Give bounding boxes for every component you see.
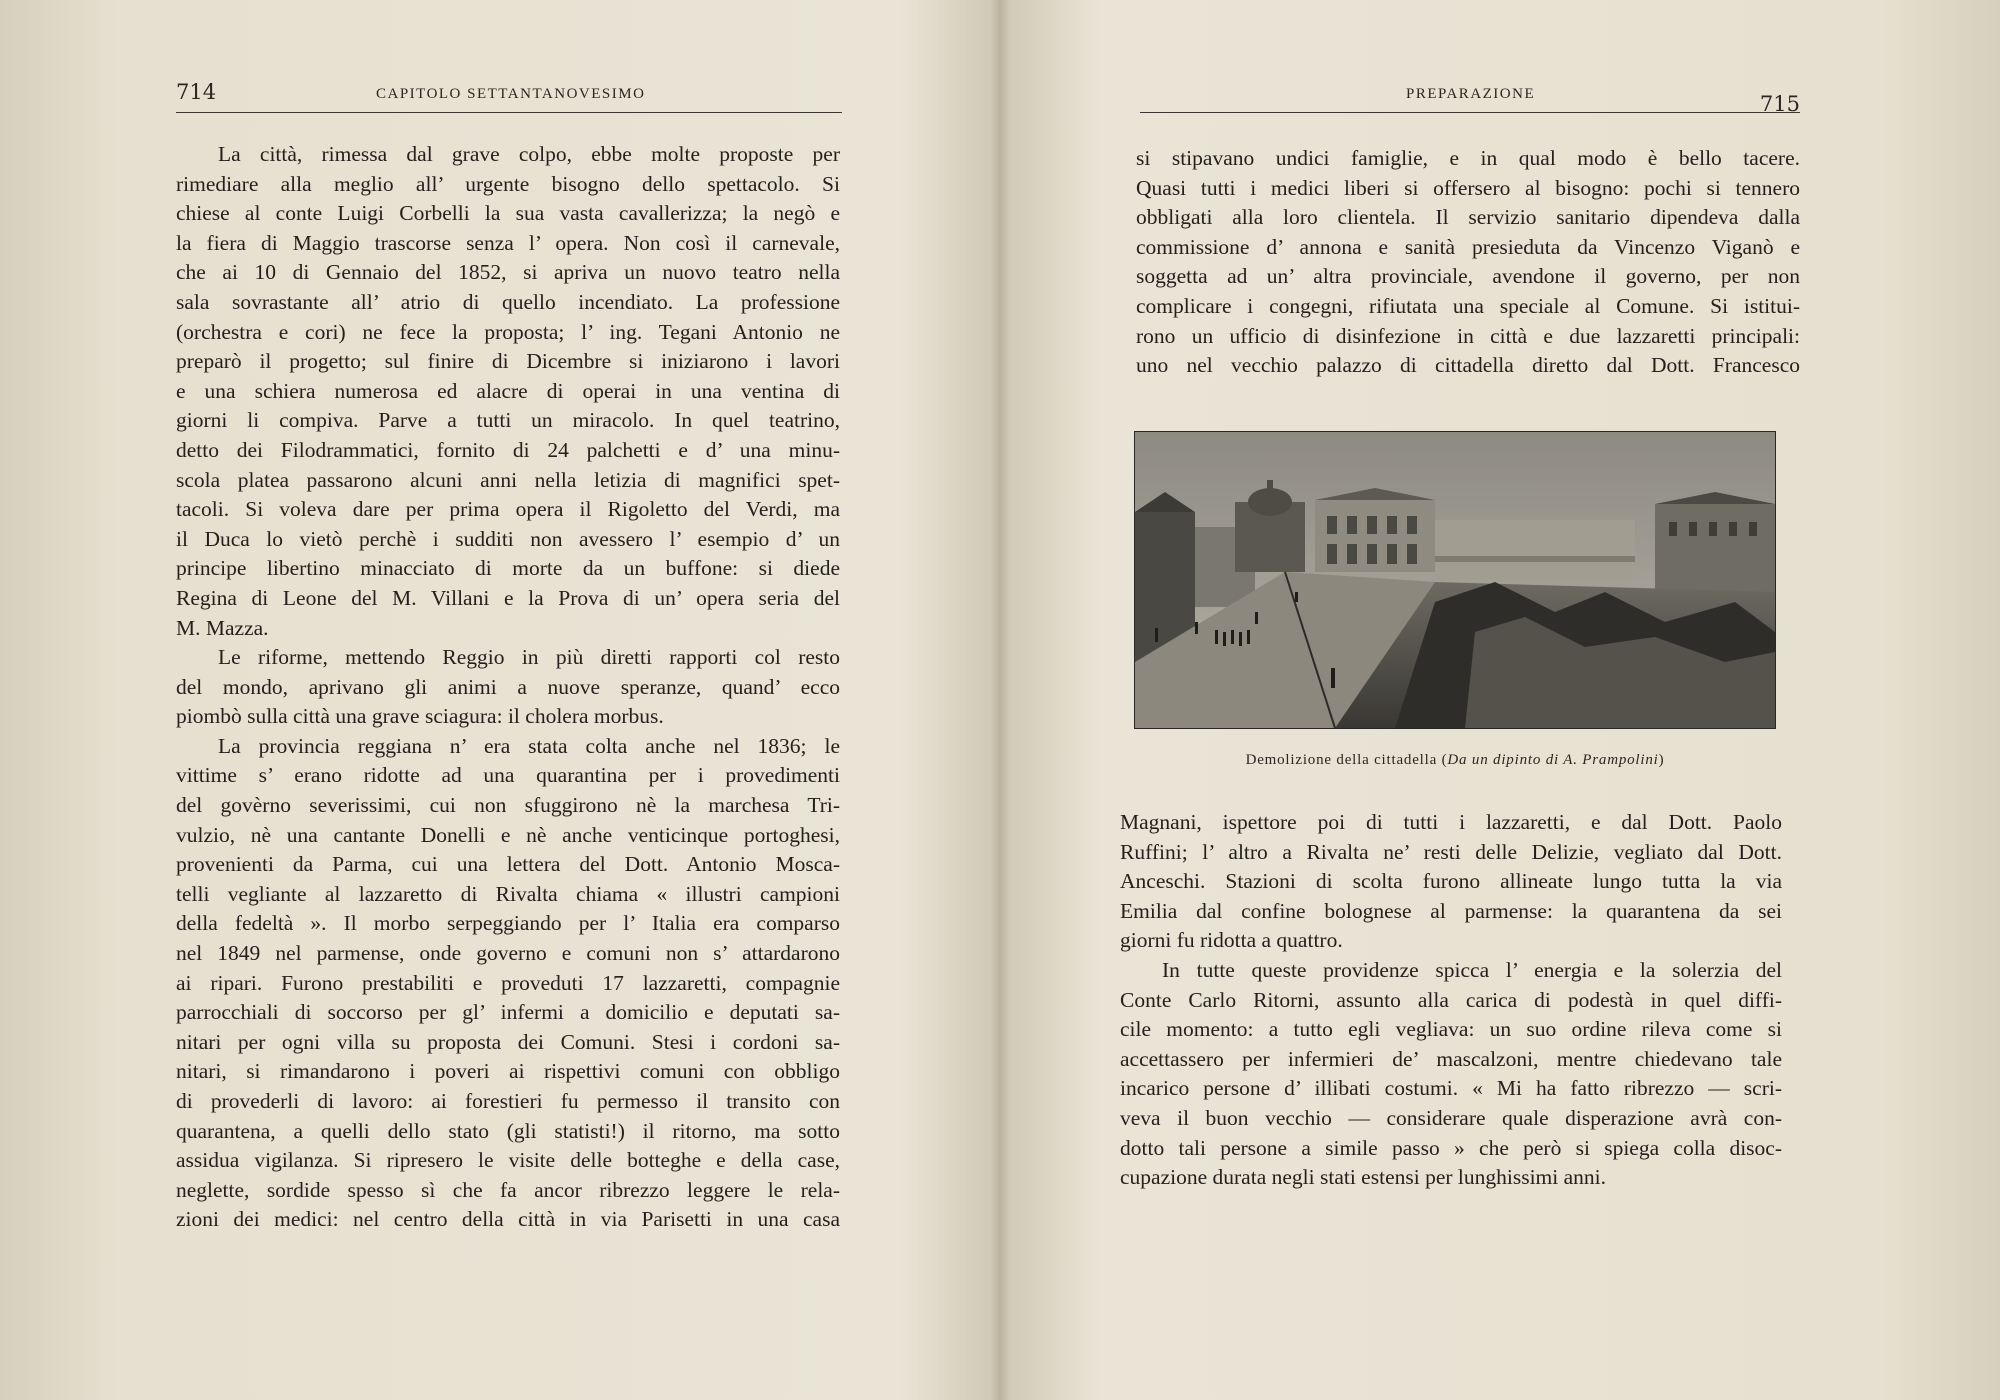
right-body-text-top — [1136, 144, 1800, 381]
caption-close: ) — [1658, 752, 1665, 768]
text-line: cile momento: a tutto egli vegliava: un suo ordine rileva come si — [1120, 1017, 1782, 1042]
text-line: In tutte queste providenze spicca l’ energia e la solerzia del — [1162, 957, 1782, 982]
text-line: obbligati alla loro clientela. Il servizio sanitario dipendeva dalla — [1136, 205, 1800, 230]
text-line: provenienti da Parma, cui una lettera del Dott. Antonio Mosca- — [176, 852, 840, 877]
section-title: PREPARAZIONE — [1406, 86, 1536, 102]
text-line: sala sovrastante all’ atrio di quello incendiato. La professione — [176, 289, 840, 314]
chapter-title: CAPITOLO SETTANTANOVESIMO — [376, 86, 646, 102]
text-line: detto dei Filodrammatici, fornito di 24 palchetti e d’ una minu- — [176, 437, 840, 462]
text-line: Conte Carlo Ritorni, assunto alla carica di podestà in quel diffi- — [1120, 987, 1782, 1012]
text-line: dotto tali persone a simile passo » che però si spiega colla disoc- — [1120, 1135, 1782, 1160]
text-line: commissione d’ annona e sanità presieduta da Vincenzo Viganò e — [1136, 234, 1800, 259]
text-line: La città, rimessa dal grave colpo, ebbe molte proposte per — [218, 142, 840, 166]
text-line: piombò sulla città una grave sciagura: il cholera morbus. — [176, 704, 664, 729]
page-number: 714 — [176, 80, 217, 104]
text-line: ai ripari. Furono prestabiliti e proveduti 17 lazzaretti, compagnie — [176, 970, 840, 995]
text-line: incarico persone d’ illibati costumi. « Mi ha fatto ribrezzo — scri- — [1120, 1076, 1782, 1101]
text-line: scola platea passarono alcuni anni nella letizia di magnifici spet- — [176, 467, 840, 492]
text-line: neglette, sordide spesso sì che fa ancor ribrezzo leggere le rela- — [176, 1177, 840, 1202]
text-line: la fiera di Maggio trascorse senza l’ opera. Non così il carnevale, — [176, 230, 840, 255]
text-line: accettassero per infermieri de’ mascalzoni, mentre chiedevano tale — [1120, 1046, 1782, 1071]
figure-caption — [1135, 752, 1775, 769]
text-line: soggetta ad un’ altra provinciale, avendone il governo, per non — [1136, 264, 1800, 289]
cittadella-photo — [1135, 432, 1775, 728]
text-line: (orchestra e cori) ne fece la proposta; l’ ing. Tegani Antonio ne — [176, 319, 840, 344]
text-line: quarantena, a quelli dello stato (gli statisti!) il ritorno, ma sotto — [176, 1118, 840, 1143]
text-line: Quasi tutti i medici liberi si offersero al bisogno: pochi si tennero — [1136, 175, 1800, 200]
text-line: telli vegliante al lazzaretto di Rivalta chiama « illustri campioni — [176, 881, 840, 906]
page-number: 715 — [1759, 92, 1800, 116]
text-line: giorni fu ridotta a quattro. — [1120, 928, 1343, 953]
text-line: uno nel vecchio palazzo di cittadella diretto dal Dott. Francesco — [1136, 353, 1800, 378]
right-body-text-bottom — [1120, 808, 1782, 1193]
text-line: Regina di Leone del M. Villani e la Prova di un’ opera seria del — [176, 585, 840, 610]
text-line: Ruffini; l’ altro a Rivalta ne’ resti delle Delizie, vegliato dal Dott. — [1120, 839, 1782, 864]
text-line: principe libertino minacciato di morte da un buffone: si diede — [176, 556, 840, 581]
text-line: del govèrno severissimi, cui non sfuggirono nè la marchesa Tri- — [176, 793, 840, 818]
left-body-text — [176, 140, 840, 1235]
text-line: complicare i congegni, rifiutata una speciale al Comune. Si istitui- — [1136, 293, 1800, 318]
text-line: della fedeltà ». Il morbo serpeggiando per l’ Italia era comparso — [176, 911, 840, 936]
text-line: cupazione durata negli stati estensi per lunghissimi anni. — [1120, 1165, 1607, 1190]
text-line: veva il buon vecchio — considerare quale disperazione avrà con- — [1120, 1105, 1782, 1130]
text-line: Le riforme, mettendo Reggio in più diretti rapporti col resto — [218, 645, 840, 670]
caption-credit: Da un dipinto di A. Prampolini — [1447, 752, 1659, 768]
text-line: Magnani, ispettore poi di tutti i lazzaretti, e dal Dott. Paolo — [1120, 810, 1782, 834]
text-line: nel 1849 nel parmense, onde governo e comuni non s’ attardarono — [176, 941, 840, 966]
text-line: M. Mazza. — [176, 615, 269, 640]
text-line: si stipavano undici famiglie, e in qual modo è bello tacere. — [1136, 146, 1800, 170]
text-line: chiese al conte Luigi Corbelli la sua vasta cavallerizza; la negò e — [176, 201, 840, 226]
right-page — [1000, 0, 2000, 1400]
text-line: Emilia dal confine bolognese al parmense: la quarantena da sei — [1120, 898, 1782, 923]
cittadella-illustration — [1135, 432, 1775, 728]
text-line: di provederli di lavoro: ai forestieri fu permesso il transito con — [176, 1089, 840, 1113]
text-line: e una schiera numerosa ed alacre di operai in una ventina di — [176, 378, 840, 403]
text-line: rono un ufficio di disinfezione in città e due lazzaretti principali: — [1136, 323, 1800, 348]
text-line: assidua vigilanza. Si ripresero le visite delle botteghe e della case, — [176, 1148, 840, 1173]
text-line: vittime s’ erano ridotte ad una quarantina per i provedimenti — [176, 763, 840, 788]
text-line: zioni dei medici: nel centro della città in via Parisetti in una casa — [176, 1207, 840, 1232]
text-line: nitari per ogni villa su proposta dei Comuni. Stesi i cordoni sa- — [176, 1029, 840, 1054]
text-line: parrocchiali di soccorso per gl’ infermi a domicilio e deputati sa- — [176, 1000, 840, 1025]
text-line: tacoli. Si voleva dare per prima opera il Rigoletto del Verdi, ma — [176, 497, 840, 522]
text-line: vulzio, nè una cantante Donelli e nè anche venticinque portoghesi, — [176, 822, 840, 847]
text-line: rimediare alla meglio all’ urgente bisogno dello spettacolo. Si — [176, 171, 840, 196]
right-running-head — [1140, 78, 1800, 116]
text-line: giorni li compiva. Parve a tutti un miracolo. In quel teatrino, — [176, 408, 840, 433]
text-line: che ai 10 di Gennaio del 1852, si apriva un nuovo teatro nella — [176, 260, 840, 285]
text-line: il Duca lo vietò perchè i sudditi non avessero l’ esempio d’ un — [176, 526, 840, 551]
text-line: preparò il progetto; sul finire di Dicembre si iniziarono i lavori — [176, 349, 840, 374]
caption-text: Demolizione della cittadella ( — [1245, 752, 1448, 768]
text-line: La provincia reggiana n’ era stata colta anche nel 1836; le — [218, 733, 840, 758]
text-line: Anceschi. Stazioni di scolta furono allineate lungo tutta la via — [1120, 869, 1782, 894]
text-line: nitari, si rimandarono i poveri ai rispettivi comuni con obbligo — [176, 1059, 840, 1084]
text-line: del mondo, aprivano gli animi a nuove speranze, quand’ ecco — [176, 674, 840, 699]
left-running-head — [176, 78, 842, 113]
